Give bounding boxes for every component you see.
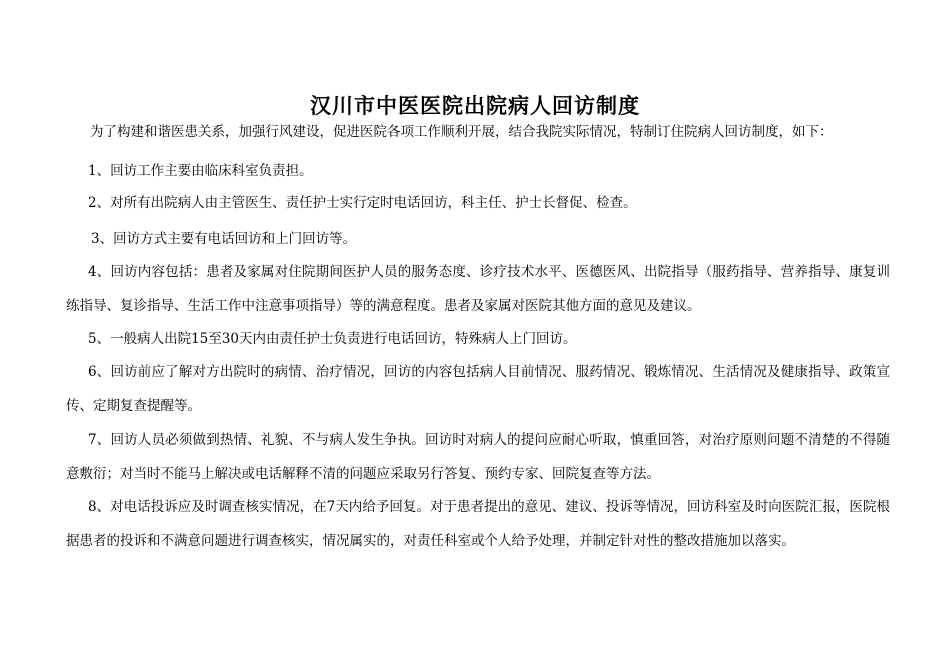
policy-item-2: 2、对所有出院病人由主管医生、责任护士实行定时电话回访，科主任、护士长督促、检查。 [88,195,637,211]
intro-paragraph: 为了构建和谐医患关系，加强行风建设，促进医院各项工作顺利开展，结合我院实际情况，特制订住院病人回访制度，如下： [90,124,833,140]
policy-item-3: 3、回访方式主要有电话回访和上门回访等。 [91,231,357,247]
policy-item-7: 7、回访人员必须做到热情、礼貌、不与病人发生争执。回访时对病人的提问应耐心听取，慎重回答，对治疗原则问题不清楚的不得随意敷衍；对当时不能马上解决或电话解释不清的问题应采取另行答复、预约专家、回院复查等方法。 [66,432,890,482]
policy-item-8: 8、对电话投诉应及时调查核实情况，在7天内给予回复。对于患者提出的意见、建议、投诉等情况，回访科室及时向医院汇报，医院根据患者的投诉和不满意问题进行调查核实，情况属实的，对责任科室或个人给予处理，并制定针对性的整改措施加以落实。 [66,499,890,549]
policy-item-1: 1、回访工作主要由临床科室负责担。 [88,163,313,179]
document-title: 汉川市中医医院出院病人回访制度 [310,94,640,118]
policy-item-4: 4、回访内容包括：患者及家属对住院期间医护人员的服务态度、诊疗技术水平、医德医风、出院指导（服药指导、营养指导、康复训练指导、复诊指导、生活工作中注意事项指导）等的满意程度。患者及家属对医院其他方面的意见及建议。 [66,264,890,314]
policy-item-6: 6、回访前应了解对方出院时的病情、治疗情况，回访的内容包括病人目前情况、服药情况、锻炼情况、生活情况及健康指导、政策宣传、定期复查提醒等。 [66,364,890,414]
policy-item-5: 5、一般病人出院15至30天内由责任护士负责进行电话回访，特殊病人上门回访。 [88,331,577,347]
